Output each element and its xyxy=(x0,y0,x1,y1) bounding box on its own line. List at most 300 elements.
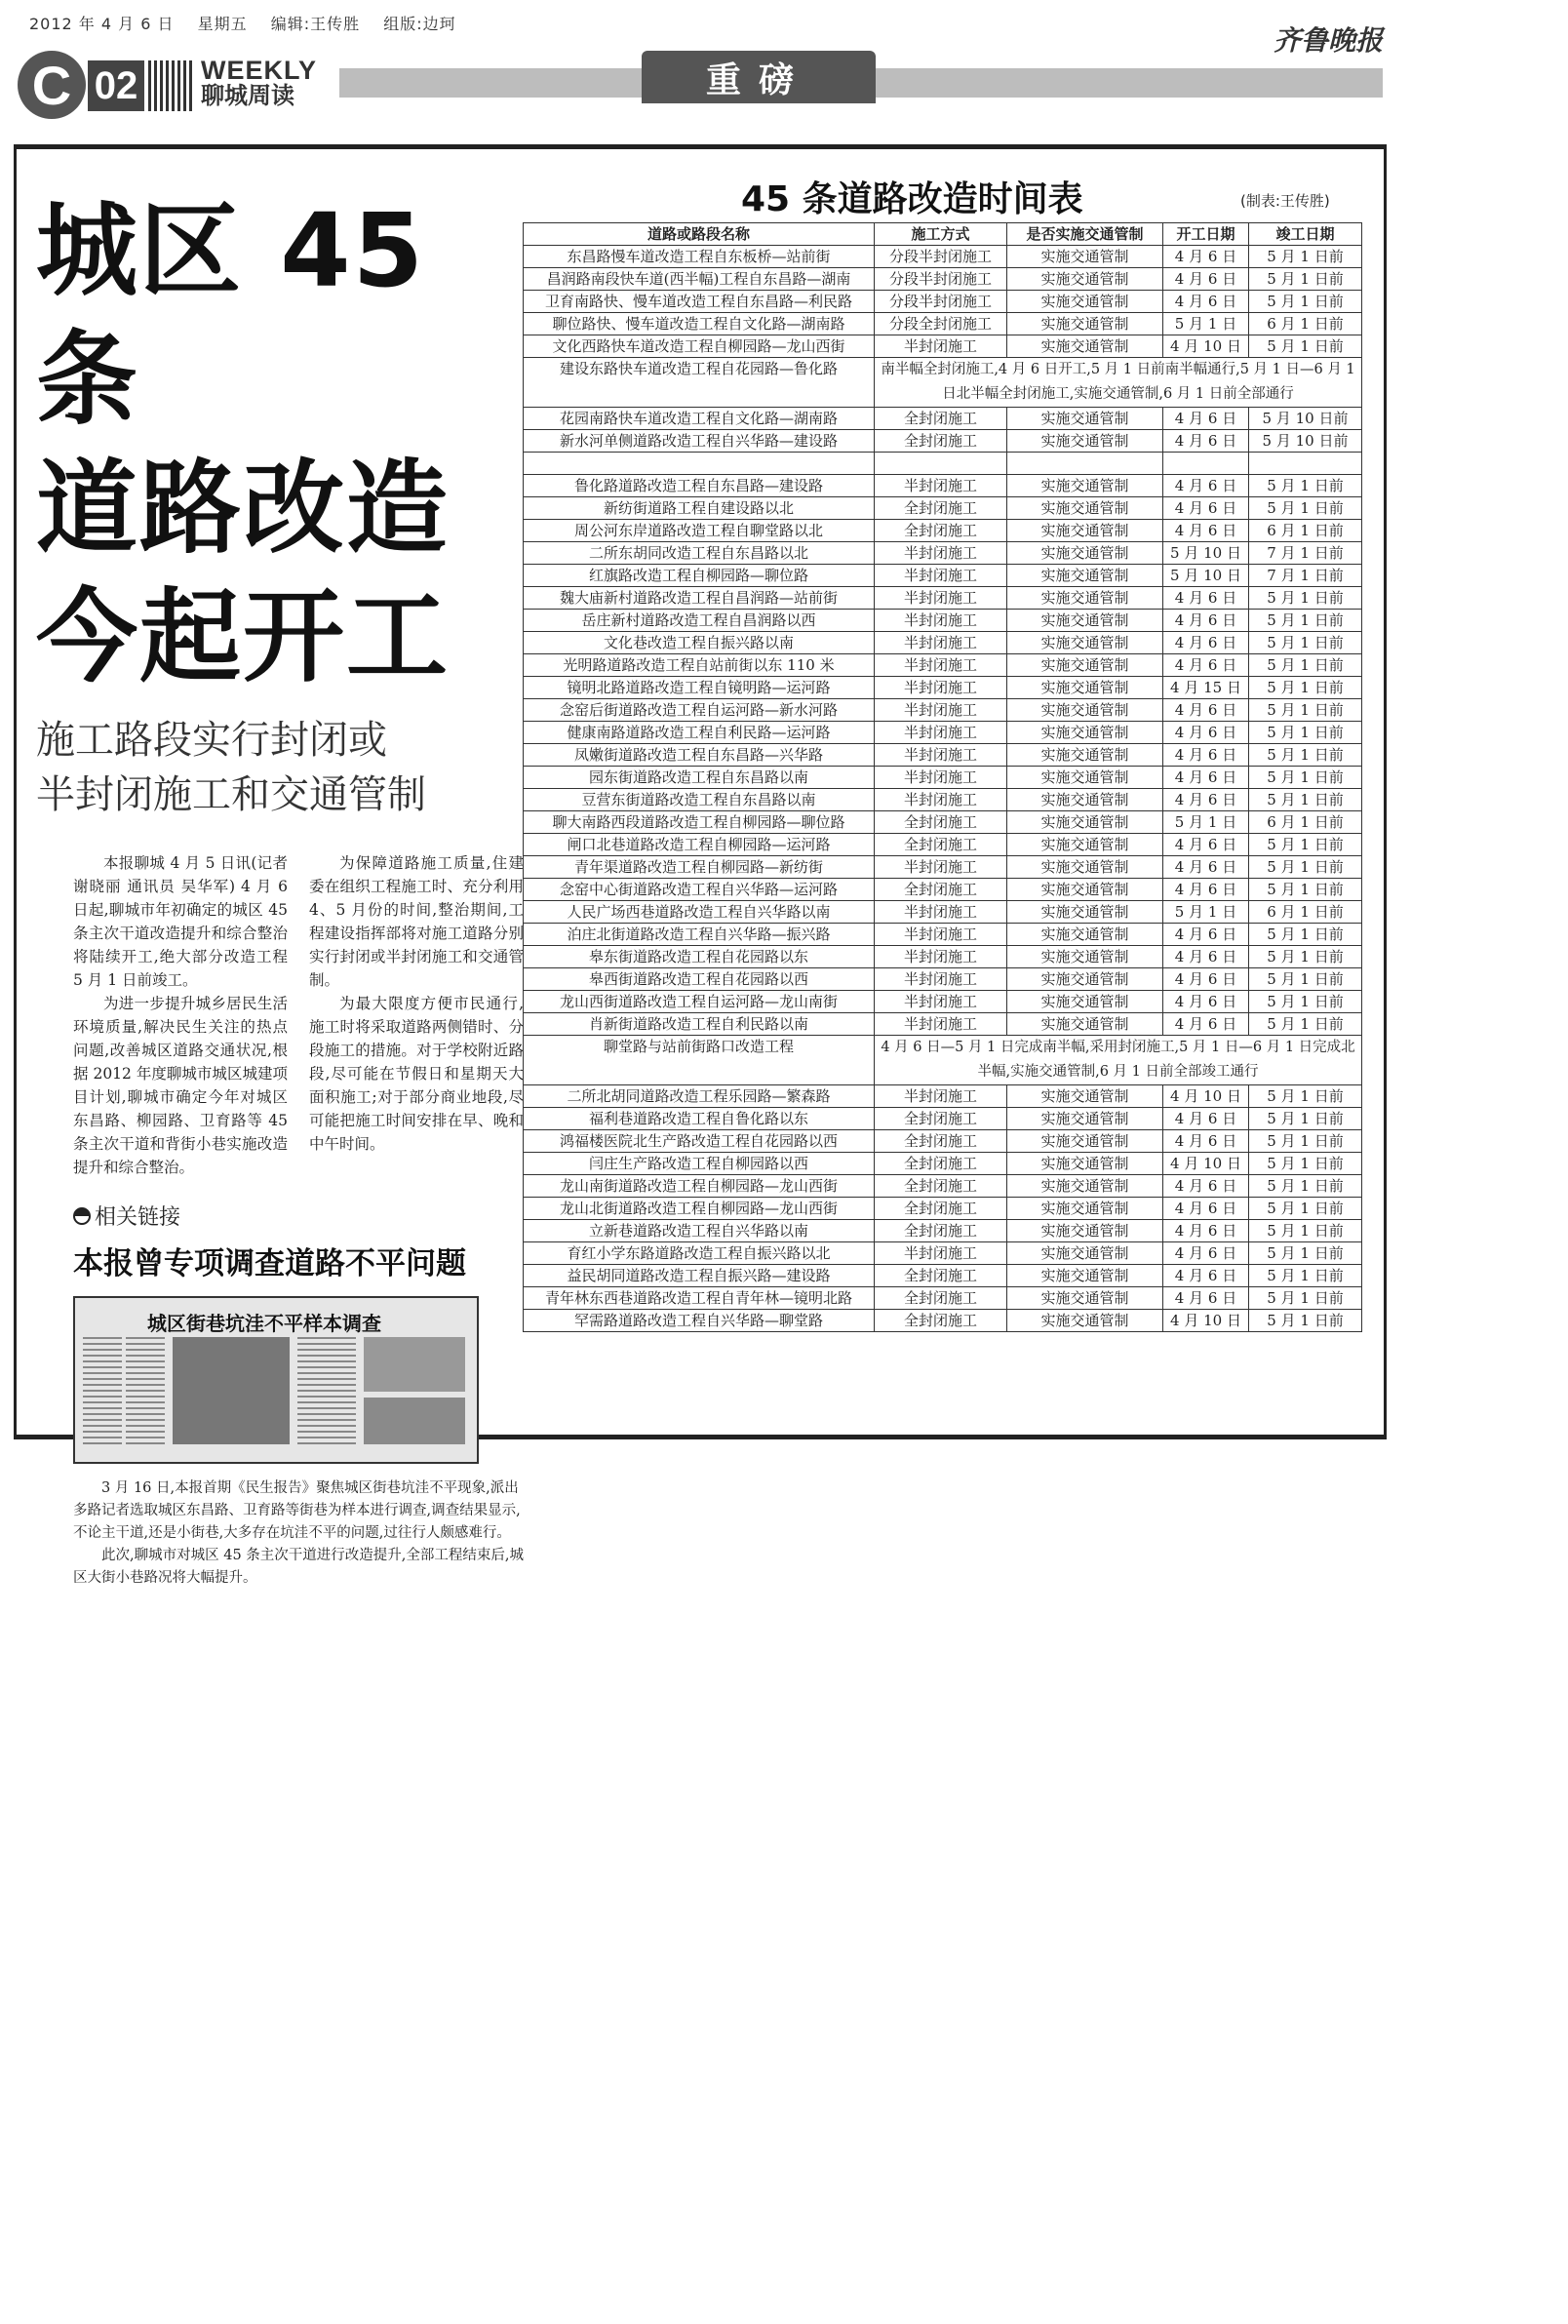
table-cell: 5 月 1 日 xyxy=(1163,901,1249,924)
table-cell: 4 月 6 日 xyxy=(1163,1242,1249,1265)
table-cell: 青年渠道路改造工程自柳园路—新纺街 xyxy=(524,856,875,879)
table-cell: 4 月 6 日 xyxy=(1163,856,1249,879)
table-cell: 5 月 10 日 xyxy=(1163,542,1249,565)
table-cell: 实施交通管制 xyxy=(1007,677,1163,699)
table-cell: 红旗路改造工程自柳园路—聊位路 xyxy=(524,565,875,587)
table-cell: 实施交通管制 xyxy=(1007,565,1163,587)
table-cell: 实施交通管制 xyxy=(1007,1198,1163,1220)
table-cell: 实施交通管制 xyxy=(1007,722,1163,744)
table-cell: 实施交通管制 xyxy=(1007,313,1163,335)
table-cell: 5 月 1 日前 xyxy=(1249,968,1362,991)
thumbnail-text-column xyxy=(126,1337,165,1444)
table-cell: 花园南路快车道改造工程自文化路—湖南路 xyxy=(524,408,875,430)
table-cell: 半封闭施工 xyxy=(875,1085,1007,1108)
table-cell: 岳庄新村道路改造工程自昌润路以西 xyxy=(524,610,875,632)
table-cell: 全封闭施工 xyxy=(875,1287,1007,1310)
table-cell: 5 月 1 日 xyxy=(1163,811,1249,834)
table-row xyxy=(524,699,1362,722)
table-cell: 实施交通管制 xyxy=(1007,901,1163,924)
thumbnail-text-column xyxy=(83,1337,122,1444)
subhead-line-2: 半封闭施工和交通管制 xyxy=(36,772,426,817)
table-cell: 实施交通管制 xyxy=(1007,1013,1163,1036)
table-cell: 半封闭施工 xyxy=(875,744,1007,767)
table-cell: 5 月 1 日前 xyxy=(1249,1085,1362,1108)
table-cell: 龙山西街道路改造工程自运河路—龙山南街 xyxy=(524,991,875,1013)
table-title: 45 条道路改造时间表 xyxy=(741,179,1083,219)
table-cell: 4 月 6 日 xyxy=(1163,968,1249,991)
table-row xyxy=(524,1175,1362,1198)
article-paragraph: 为进一步提升城乡居民生活环境质量,解决民生关注的热点问题,改善城区道路交通状况,根据 2012 年度聊城市城区城建项目计划,聊城市确定今年对城区东昌路、柳园路、卫育路等 45 条主次干道和背街小巷实施改造提升和综合整治。 xyxy=(73,995,288,1176)
table-cell: 全封闭施工 xyxy=(875,408,1007,430)
table-cell: 5 月 1 日前 xyxy=(1249,1130,1362,1153)
table-cell: 实施交通管制 xyxy=(1007,1310,1163,1332)
table-cell: 5 月 1 日前 xyxy=(1249,1242,1362,1265)
table-row xyxy=(524,358,1362,408)
table-cell: 4 月 6 日 xyxy=(1163,1130,1249,1153)
issue-weekday: 星期五 xyxy=(197,15,248,33)
table-cell: 分段半封闭施工 xyxy=(875,268,1007,291)
table-cell: 实施交通管制 xyxy=(1007,1108,1163,1130)
table-row xyxy=(524,268,1362,291)
table-cell: 镜明北路道路改造工程自镜明路—运河路 xyxy=(524,677,875,699)
table-cell: 半封闭施工 xyxy=(875,587,1007,610)
date-line xyxy=(29,12,474,34)
table-cell: 5 月 1 日前 xyxy=(1249,1310,1362,1332)
table-cell: 周公河东岸道路改造工程自聊堂路以北 xyxy=(524,520,875,542)
table-row xyxy=(524,677,1362,699)
table-row xyxy=(524,565,1362,587)
table-cell: 闫庄生产路改造工程自柳园路以西 xyxy=(524,1153,875,1175)
table-cell: 立新巷道路改造工程自兴华路以南 xyxy=(524,1220,875,1242)
table-cell: 4 月 6 日 xyxy=(1163,946,1249,968)
table-row xyxy=(524,811,1362,834)
table-cell: 4 月 6 日 xyxy=(1163,991,1249,1013)
table-cell: 4 月 15 日 xyxy=(1163,677,1249,699)
table-cell: 东昌路慢车道改造工程自东板桥—站前街 xyxy=(524,246,875,268)
table-cell: 实施交通管制 xyxy=(1007,991,1163,1013)
table-cell: 5 月 1 日前 xyxy=(1249,291,1362,313)
table-note-cell: 4 月 6 日—5 月 1 日完成南半幅,采用封闭施工,5 月 1 日—6 月 1 日完成北半幅,实施交通管制,6 月 1 日前全部竣工通行 xyxy=(875,1036,1362,1085)
table-cell: 实施交通管制 xyxy=(1007,1220,1163,1242)
table-cell: 全封闭施工 xyxy=(875,834,1007,856)
table-cell: 新纺街道路工程自建设路以北 xyxy=(524,497,875,520)
table-cell: 实施交通管制 xyxy=(1007,520,1163,542)
thumbnail-title: 城区街巷坑洼不平样本调查 xyxy=(147,1312,381,1335)
table-cell: 泊庄北街道路改造工程自兴华路—振兴路 xyxy=(524,924,875,946)
table-cell: 半封闭施工 xyxy=(875,722,1007,744)
table-cell: 半封闭施工 xyxy=(875,946,1007,968)
issue-date: 2012 年 4 月 6 日 xyxy=(29,15,175,33)
table-cell: 全封闭施工 xyxy=(875,1198,1007,1220)
table-row xyxy=(524,968,1362,991)
table-cell: 福利巷道路改造工程自鲁化路以东 xyxy=(524,1108,875,1130)
table-cell: 4 月 10 日 xyxy=(1163,335,1249,358)
table-cell: 4 月 6 日 xyxy=(1163,587,1249,610)
weekly-name xyxy=(201,57,317,109)
table-cell: 聊大南路西段道路改造工程自柳园路—聊位路 xyxy=(524,811,875,834)
table-cell: 全封闭施工 xyxy=(875,811,1007,834)
table-cell: 实施交通管制 xyxy=(1007,268,1163,291)
table-cell: 4 月 6 日 xyxy=(1163,1265,1249,1287)
headline-line-1: 城区 45 条 xyxy=(36,191,425,439)
table-cell: 4 月 6 日 xyxy=(1163,767,1249,789)
table-cell: 半封闭施工 xyxy=(875,1242,1007,1265)
table-cell: 5 月 1 日 xyxy=(1163,313,1249,335)
table-row xyxy=(524,722,1362,744)
table-cell: 4 月 6 日 xyxy=(1163,610,1249,632)
table-cell: 益民胡同道路改造工程自振兴路—建设路 xyxy=(524,1265,875,1287)
table-cell: 全封闭施工 xyxy=(875,1310,1007,1332)
table-cell xyxy=(875,453,1007,475)
table-cell xyxy=(1249,453,1362,475)
table-cell: 4 月 6 日 xyxy=(1163,632,1249,654)
column-header: 是否实施交通管制 xyxy=(1007,223,1163,246)
table-cell: 5 月 1 日前 xyxy=(1249,654,1362,677)
table-cell: 实施交通管制 xyxy=(1007,946,1163,968)
table-cell: 半封闭施工 xyxy=(875,767,1007,789)
section-tab: 重磅 xyxy=(642,51,876,103)
paper-logo-text: 齐鲁晚报 xyxy=(1273,24,1383,57)
table-cell: 全封闭施工 xyxy=(875,520,1007,542)
table-row xyxy=(524,1085,1362,1108)
related-title: 本报曾专项调查道路不平问题 xyxy=(73,1246,466,1281)
schedule-table-wrapper xyxy=(523,222,1361,1332)
table-cell: 育红小学东路道路改造工程自振兴路以北 xyxy=(524,1242,875,1265)
table-cell: 半封闭施工 xyxy=(875,654,1007,677)
table-cell: 5 月 1 日前 xyxy=(1249,699,1362,722)
table-cell: 4 月 6 日 xyxy=(1163,246,1249,268)
table-row xyxy=(524,453,1362,475)
table-row xyxy=(524,654,1362,677)
table-cell: 实施交通管制 xyxy=(1007,1130,1163,1153)
table-cell: 半封闭施工 xyxy=(875,789,1007,811)
thumbnail-photo xyxy=(364,1398,465,1444)
column-header: 开工日期 xyxy=(1163,223,1249,246)
table-cell: 聊位路快、慢车道改造工程自文化路—湖南路 xyxy=(524,313,875,335)
table-cell: 4 月 6 日 xyxy=(1163,789,1249,811)
table-cell: 实施交通管制 xyxy=(1007,291,1163,313)
table-cell: 半封闭施工 xyxy=(875,1013,1007,1036)
editor-credit: 编辑:王传胜 xyxy=(270,15,361,33)
table-row xyxy=(524,1265,1362,1287)
table-cell: 实施交通管制 xyxy=(1007,475,1163,497)
table-cell: 5 月 1 日前 xyxy=(1249,677,1362,699)
table-cell: 实施交通管制 xyxy=(1007,834,1163,856)
table-cell: 念窑后街道路改造工程自运河路—新水河路 xyxy=(524,699,875,722)
schedule-table xyxy=(523,222,1362,1332)
table-cell: 全封闭施工 xyxy=(875,1175,1007,1198)
table-cell: 7 月 1 日前 xyxy=(1249,542,1362,565)
table-cell xyxy=(524,453,875,475)
table-cell: 5 月 10 日 xyxy=(1163,565,1249,587)
table-row xyxy=(524,430,1362,453)
table-cell: 4 月 6 日 xyxy=(1163,1108,1249,1130)
related-page-thumbnail xyxy=(73,1296,479,1464)
column-header: 施工方式 xyxy=(875,223,1007,246)
table-cell: 实施交通管制 xyxy=(1007,1153,1163,1175)
table-cell: 5 月 1 日前 xyxy=(1249,1108,1362,1130)
table-cell: 5 月 1 日前 xyxy=(1249,767,1362,789)
table-cell: 实施交通管制 xyxy=(1007,610,1163,632)
table-cell: 皋西街道路改造工程自花园路以西 xyxy=(524,968,875,991)
table-cell: 实施交通管制 xyxy=(1007,744,1163,767)
table-cell: 4 月 6 日 xyxy=(1163,1220,1249,1242)
table-cell: 6 月 1 日前 xyxy=(1249,811,1362,834)
article-paragraph: 为保障道路施工质量,住建委在组织工程施工时、充分利用 4、5 月份的时间,整治期间,工程建设指挥部将对施工道路分别实行封闭或半封闭施工和交通管制。 xyxy=(309,854,524,989)
table-row xyxy=(524,632,1362,654)
table-cell: 闸口北巷道路改造工程自柳园路—运河路 xyxy=(524,834,875,856)
table-cell: 实施交通管制 xyxy=(1007,789,1163,811)
table-cell: 实施交通管制 xyxy=(1007,699,1163,722)
table-cell: 4 月 6 日 xyxy=(1163,520,1249,542)
table-cell: 4 月 10 日 xyxy=(1163,1085,1249,1108)
table-cell: 5 月 1 日前 xyxy=(1249,722,1362,744)
headline-line-2: 道路改造 xyxy=(36,449,451,568)
table-cell: 园东街道路改造工程自东昌路以南 xyxy=(524,767,875,789)
table-cell: 4 月 6 日 xyxy=(1163,1175,1249,1198)
table-cell: 5 月 10 日前 xyxy=(1249,408,1362,430)
article-paragraph: 本报聊城 4 月 5 日讯(记者 谢晓丽 通讯员 吴华军) 4 月 6 日起,聊城市年初确定的城区 45 条主次干道改造提升和综合整治将陆续开工,绝大部分改造工程 5 月 1 日前竣工。 xyxy=(73,854,288,989)
table-row xyxy=(524,1013,1362,1036)
table-cell: 魏大庙新村道路改造工程自昌润路—站前街 xyxy=(524,587,875,610)
table-row xyxy=(524,1153,1362,1175)
table-cell: 实施交通管制 xyxy=(1007,430,1163,453)
table-cell: 文化巷改造工程自振兴路以南 xyxy=(524,632,875,654)
thumbnail-text-column xyxy=(297,1337,356,1444)
table-cell: 5 月 1 日前 xyxy=(1249,856,1362,879)
table-cell: 健康南路道路改造工程自利民路—运河路 xyxy=(524,722,875,744)
related-caption xyxy=(36,1477,524,1590)
table-note-cell: 南半幅全封闭施工,4 月 6 日开工,5 月 1 日前南半幅通行,5 月 1 日—6 月 1 日北半幅全封闭施工,实施交通管制,6 月 1 日前全部通行 xyxy=(875,358,1362,408)
table-body xyxy=(524,246,1362,1332)
table-cell: 实施交通管制 xyxy=(1007,654,1163,677)
headline-line-3: 今起开工 xyxy=(36,577,451,696)
table-row xyxy=(524,789,1362,811)
thumbnail-photo xyxy=(364,1337,465,1392)
table-row xyxy=(524,475,1362,497)
table-cell: 青年林东西巷道路改造工程自青年林—镜明北路 xyxy=(524,1287,875,1310)
table-row xyxy=(524,1130,1362,1153)
subheadline xyxy=(36,713,524,822)
table-cell: 6 月 1 日前 xyxy=(1249,313,1362,335)
table-cell xyxy=(1007,453,1163,475)
table-cell: 全封闭施工 xyxy=(875,1108,1007,1130)
table-row xyxy=(524,587,1362,610)
table-row xyxy=(524,1036,1362,1085)
table-cell: 二所北胡同道路改造工程乐园路—繁森路 xyxy=(524,1085,875,1108)
table-cell: 5 月 1 日前 xyxy=(1249,1175,1362,1198)
table-cell: 半封闭施工 xyxy=(875,901,1007,924)
layout-credit: 组版:边珂 xyxy=(383,15,456,33)
table-cell: 实施交通管制 xyxy=(1007,767,1163,789)
table-row xyxy=(524,408,1362,430)
table-row xyxy=(524,856,1362,879)
table-row xyxy=(524,1310,1362,1332)
table-cell: 全封闭施工 xyxy=(875,879,1007,901)
table-cell: 实施交通管制 xyxy=(1007,587,1163,610)
table-row xyxy=(524,834,1362,856)
table-cell: 5 月 1 日前 xyxy=(1249,610,1362,632)
table-row xyxy=(524,946,1362,968)
table-cell: 实施交通管制 xyxy=(1007,246,1163,268)
table-cell: 罕需路道路改造工程自兴华路—聊堂路 xyxy=(524,1310,875,1332)
table-cell: 5 月 1 日前 xyxy=(1249,632,1362,654)
table-cell: 肖新街道路改造工程自利民路以南 xyxy=(524,1013,875,1036)
table-credit: (制表:王传胜) xyxy=(1240,192,1330,210)
table-cell: 4 月 6 日 xyxy=(1163,1198,1249,1220)
related-label-text: 相关链接 xyxy=(95,1205,181,1230)
table-cell: 实施交通管制 xyxy=(1007,1287,1163,1310)
table-cell: 6 月 1 日前 xyxy=(1249,901,1362,924)
table-cell: 念窑中心街道路改造工程自兴华路—运河路 xyxy=(524,879,875,901)
table-cell: 豆营东街道路改造工程自东昌路以南 xyxy=(524,789,875,811)
table-cell xyxy=(1163,453,1249,475)
table-cell: 4 月 10 日 xyxy=(1163,1310,1249,1332)
table-cell: 半封闭施工 xyxy=(875,542,1007,565)
table-cell: 半封闭施工 xyxy=(875,610,1007,632)
table-cell: 5 月 1 日前 xyxy=(1249,834,1362,856)
table-cell: 4 月 6 日 xyxy=(1163,879,1249,901)
table-cell: 实施交通管制 xyxy=(1007,1242,1163,1265)
barcode-stripes xyxy=(148,60,195,111)
table-cell: 半封闭施工 xyxy=(875,856,1007,879)
table-cell: 人民广场西巷道路改造工程自兴华路以南 xyxy=(524,901,875,924)
caption-paragraph: 3 月 16 日,本报首期《民生报告》聚焦城区街巷坑洼不平现象,派出多路记者选取城区东昌路、卫育路等街巷为样本进行调查,调查结果显示,不论主干道,还是小街巷,大多存在坑洼不平的问题,过往行人颇感难行。 xyxy=(73,1480,521,1541)
table-cell: 4 月 6 日 xyxy=(1163,430,1249,453)
table-row xyxy=(524,1220,1362,1242)
table-row xyxy=(524,291,1362,313)
weekly-cn: 聊城周读 xyxy=(201,82,294,110)
table-cell: 5 月 1 日前 xyxy=(1249,1265,1362,1287)
table-cell: 半封闭施工 xyxy=(875,677,1007,699)
table-cell: 实施交通管制 xyxy=(1007,335,1163,358)
table-row xyxy=(524,924,1362,946)
table-cell: 7 月 1 日前 xyxy=(1249,565,1362,587)
table-cell: 4 月 6 日 xyxy=(1163,924,1249,946)
table-row xyxy=(524,1287,1362,1310)
table-cell: 全封闭施工 xyxy=(875,497,1007,520)
table-cell: 文化西路快车道改造工程自柳园路—龙山西街 xyxy=(524,335,875,358)
table-cell: 全封闭施工 xyxy=(875,1265,1007,1287)
page-number: 02 xyxy=(88,60,144,111)
table-cell: 6 月 1 日前 xyxy=(1249,520,1362,542)
table-cell: 皋东街道路改造工程自花园路以东 xyxy=(524,946,875,968)
table-cell: 半封闭施工 xyxy=(875,699,1007,722)
table-cell: 5 月 1 日前 xyxy=(1249,1287,1362,1310)
table-cell: 4 月 6 日 xyxy=(1163,1287,1249,1310)
table-cell: 4 月 6 日 xyxy=(1163,475,1249,497)
table-cell: 建设东路快车道改造工程自花园路—鲁化路 xyxy=(524,358,875,408)
table-cell: 鲁化路道路改造工程自东昌路—建设路 xyxy=(524,475,875,497)
table-cell: 5 月 1 日前 xyxy=(1249,1013,1362,1036)
table-cell: 5 月 1 日前 xyxy=(1249,335,1362,358)
table-cell: 分段半封闭施工 xyxy=(875,246,1007,268)
table-row xyxy=(524,520,1362,542)
table-cell: 全封闭施工 xyxy=(875,1220,1007,1242)
table-cell: 分段全封闭施工 xyxy=(875,313,1007,335)
table-cell: 实施交通管制 xyxy=(1007,1085,1163,1108)
table-cell: 5 月 1 日前 xyxy=(1249,1220,1362,1242)
half-circle-icon xyxy=(73,1207,91,1225)
table-cell: 5 月 1 日前 xyxy=(1249,268,1362,291)
table-cell: 4 月 6 日 xyxy=(1163,497,1249,520)
table-cell: 实施交通管制 xyxy=(1007,1265,1163,1287)
table-cell: 4 月 6 日 xyxy=(1163,699,1249,722)
table-cell: 5 月 1 日前 xyxy=(1249,879,1362,901)
table-row xyxy=(524,542,1362,565)
story-left-column xyxy=(36,186,524,1590)
table-cell: 半封闭施工 xyxy=(875,475,1007,497)
table-header-row xyxy=(524,223,1362,246)
table-row xyxy=(524,610,1362,632)
table-cell: 半封闭施工 xyxy=(875,565,1007,587)
table-cell: 5 月 1 日前 xyxy=(1249,1153,1362,1175)
table-row xyxy=(524,901,1362,924)
section-header xyxy=(18,51,1383,119)
table-cell: 分段半封闭施工 xyxy=(875,291,1007,313)
table-cell: 全封闭施工 xyxy=(875,430,1007,453)
table-cell: 5 月 1 日前 xyxy=(1249,246,1362,268)
table-cell: 实施交通管制 xyxy=(1007,811,1163,834)
table-cell: 全封闭施工 xyxy=(875,1130,1007,1153)
table-cell: 5 月 1 日前 xyxy=(1249,744,1362,767)
table-row xyxy=(524,1108,1362,1130)
article-paragraph: 为最大限度方便市民通行,施工时将采取道路两侧错时、分段施工的措施。对于学校附近路段,尽可能在节假日和星期天大面积施工;对于部分商业地段,尽可能把施工时间安排在早、晚和中午时间。 xyxy=(309,995,524,1153)
table-cell: 聊堂路与站前街路口改造工程 xyxy=(524,1036,875,1085)
table-cell: 5 月 1 日前 xyxy=(1249,475,1362,497)
table-cell: 5 月 1 日前 xyxy=(1249,991,1362,1013)
column-header: 竣工日期 xyxy=(1249,223,1362,246)
edition-letter-badge: C xyxy=(18,51,86,119)
subhead-line-1: 施工路段实行封闭或 xyxy=(36,718,387,763)
table-cell: 凤嫩街道路改造工程自东昌路—兴华路 xyxy=(524,744,875,767)
table-cell: 5 月 1 日前 xyxy=(1249,946,1362,968)
table-row xyxy=(524,879,1362,901)
table-row xyxy=(524,767,1362,789)
table-cell: 实施交通管制 xyxy=(1007,879,1163,901)
table-cell: 实施交通管制 xyxy=(1007,408,1163,430)
table-cell: 实施交通管制 xyxy=(1007,632,1163,654)
table-cell: 实施交通管制 xyxy=(1007,542,1163,565)
table-cell: 新水河单侧道路改造工程自兴华路—建设路 xyxy=(524,430,875,453)
table-row xyxy=(524,335,1362,358)
table-row xyxy=(524,1198,1362,1220)
table-cell: 4 月 6 日 xyxy=(1163,722,1249,744)
table-cell: 龙山南街道路改造工程自柳园路—龙山西街 xyxy=(524,1175,875,1198)
article-body xyxy=(36,851,524,1179)
table-row xyxy=(524,1242,1362,1265)
related-link-label xyxy=(36,1201,524,1231)
table-cell: 鸿福楼医院北生产路改造工程自花园路以西 xyxy=(524,1130,875,1153)
table-cell: 5 月 1 日前 xyxy=(1249,1198,1362,1220)
table-row xyxy=(524,991,1362,1013)
table-cell: 4 月 6 日 xyxy=(1163,268,1249,291)
table-cell: 实施交通管制 xyxy=(1007,856,1163,879)
table-row xyxy=(524,497,1362,520)
table-cell: 4 月 6 日 xyxy=(1163,744,1249,767)
table-cell: 5 月 1 日前 xyxy=(1249,924,1362,946)
table-cell: 4 月 10 日 xyxy=(1163,1153,1249,1175)
table-cell: 5 月 1 日前 xyxy=(1249,789,1362,811)
table-cell: 5 月 1 日前 xyxy=(1249,587,1362,610)
table-cell: 半封闭施工 xyxy=(875,991,1007,1013)
table-cell: 半封闭施工 xyxy=(875,924,1007,946)
table-row xyxy=(524,313,1362,335)
table-cell: 二所东胡同改造工程自东昌路以北 xyxy=(524,542,875,565)
table-cell: 全封闭施工 xyxy=(875,1153,1007,1175)
table-cell: 实施交通管制 xyxy=(1007,497,1163,520)
table-cell: 昌润路南段快车道(西半幅)工程自东昌路—湖南 xyxy=(524,268,875,291)
